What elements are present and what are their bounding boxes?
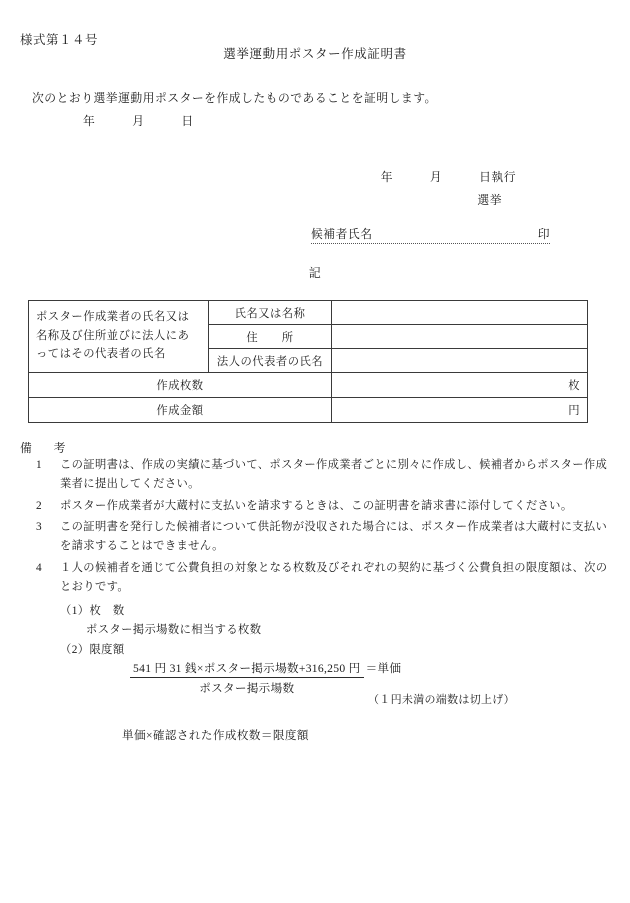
value-address[interactable] — [332, 325, 588, 349]
note-text: この証明書は、作成の実績に基づいて、ポスター作成業者ごとに別々に作成し、候補者からポスター作成業者に提出してください。 — [60, 459, 608, 491]
note-item-4 — [36, 559, 616, 598]
seal-mark: 印 — [537, 227, 550, 241]
label-address: 住 所 — [209, 325, 332, 349]
formula-fraction — [130, 660, 364, 696]
ki-mark: 記 — [308, 266, 322, 280]
note-number: 3 — [36, 521, 42, 533]
rounding-note: （１円未満の端数は切上げ） — [368, 694, 515, 706]
election-execution-date: 年 月 日執行 — [380, 170, 516, 184]
candidate-name-label: 候補者氏名 — [311, 227, 373, 241]
note-item-1 — [36, 456, 616, 495]
label-poster-count: 作成枚数 — [29, 373, 332, 398]
note-text: １人の候補者を通じて公費負担の対象となる枚数及びそれぞれの契約に基づく公費負担の限度額は、次のとおりです。 — [60, 562, 608, 594]
note-number: 1 — [36, 459, 42, 471]
value-corporate-rep[interactable] — [332, 349, 588, 373]
label-corporate-rep: 法人の代表者の氏名 — [209, 349, 332, 373]
notes-title: 備 考 — [20, 441, 71, 455]
election-label: 選挙 — [477, 193, 502, 207]
note-item-3 — [36, 518, 616, 557]
unit-price-formula — [130, 660, 401, 696]
sub-item-count-marker: （1）枚 数 — [60, 605, 125, 617]
table-row — [29, 398, 588, 423]
note-text: この証明書を発行した候補者について供託物が没収された場合には、ポスター作成業者は大蔵村に支払いを請求することはできません。 — [60, 521, 608, 553]
label-poster-amount: 作成金額 — [29, 398, 332, 423]
formula-numerator: 541 円 31 銭×ポスター掲示場数+316,250 円 — [130, 660, 364, 678]
note-item-2 — [36, 497, 616, 516]
intro-statement: 次のとおり選挙運動用ポスターを作成したものであることを証明します。 — [32, 91, 437, 105]
sub-item-limit-marker: （2）限度額 — [60, 644, 125, 656]
value-poster-count[interactable]: 枚 — [332, 373, 588, 398]
candidate-name-field[interactable] — [311, 225, 550, 244]
table-row — [29, 373, 588, 398]
poster-details-table — [28, 300, 588, 423]
note-text: ポスター作成業者が大蔵村に支払いを請求するときは、この証明書を請求書に添付してください。 — [60, 500, 573, 512]
note-number: 2 — [36, 500, 42, 512]
vendor-header-cell: ポスター作成業者の氏名又は名称及び住所並びに法人にあってはその代表者の氏名 — [29, 301, 209, 373]
sub-item-count-detail: ポスター掲示場数に相当する枚数 — [86, 624, 262, 636]
value-name-or-title[interactable] — [332, 301, 588, 325]
label-name-or-title: 氏名又は名称 — [209, 301, 332, 325]
certificate-date-blank: 年 月 日 — [83, 114, 194, 128]
value-poster-amount[interactable]: 円 — [332, 398, 588, 423]
formula-result: ＝単価 — [365, 662, 402, 675]
note-number: 4 — [36, 562, 42, 574]
formula-denominator: ポスター掲示場数 — [199, 682, 295, 695]
form-number: 様式第１４号 — [20, 33, 99, 47]
table-row — [29, 301, 588, 325]
document-title: 選挙運動用ポスター作成証明書 — [223, 47, 407, 61]
limit-amount-formula: 単価×確認された作成枚数＝限度額 — [122, 729, 309, 742]
